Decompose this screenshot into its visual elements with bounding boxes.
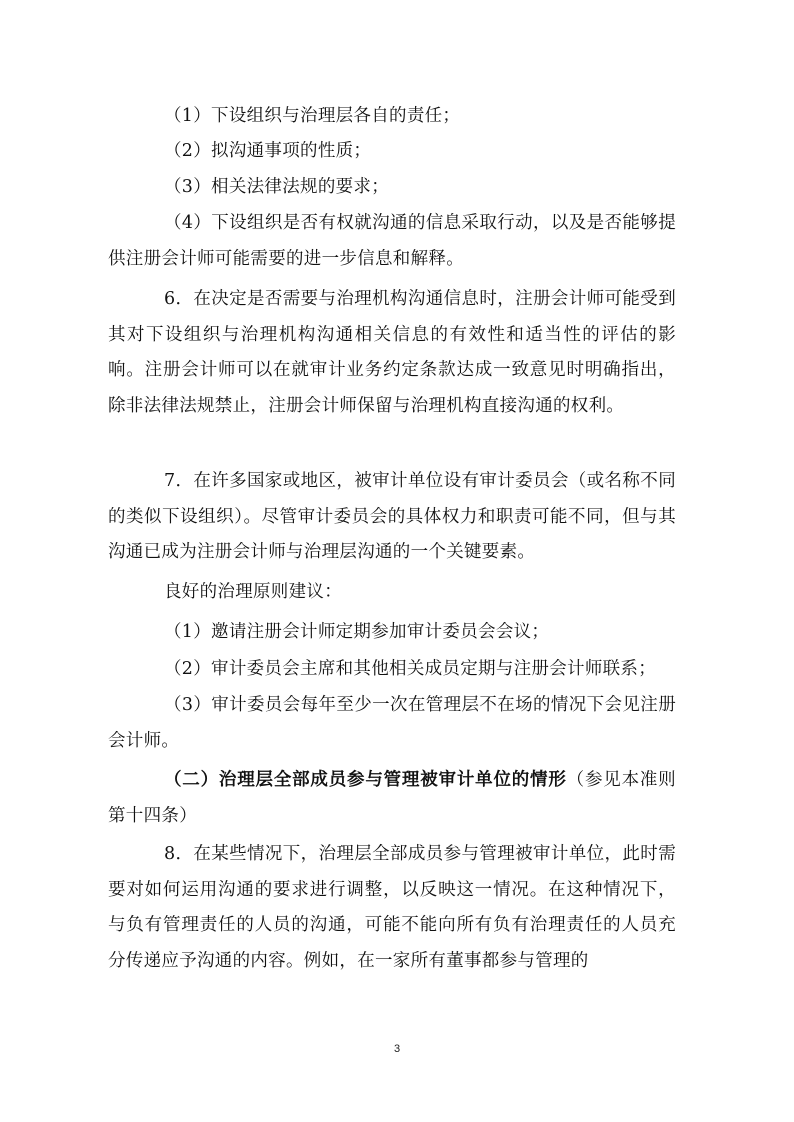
section-heading-title: （二）治理层全部成员参与管理被审计单位的情形 — [164, 770, 567, 790]
principle-item-2: （2）审计委员会主席和其他相关成员定期与注册会计师联系； — [164, 659, 657, 679]
list-item-2-nature: （2）拟沟通事项的性质； — [164, 141, 372, 161]
section-heading — [108, 763, 676, 834]
list-item-1-responsibilities: （1）下设组织与治理层各自的责任； — [164, 106, 461, 126]
principle-item-3: （3）审计委员会每年至少一次在管理层不在场的情况下会见注册会计师。 — [108, 695, 676, 751]
paragraph-7: 7．在许多国家或地区，被审计单位设有审计委员会（或名称不同的类似下设组织）。尽管审计委员会的具体权力和职责可能不同，但与其沟通已成为注册会计师与治理层沟通的一个关键要素。 — [108, 471, 676, 562]
page-number: 3 — [393, 1043, 401, 1055]
list-item-4-authority: （4）下设组织是否有权就沟通的信息采取行动，以及是否能够提供注册会计师可能需要的进一步信息和解释。 — [108, 213, 676, 269]
section-heading-reference: （参见本准则第十四条） — [108, 770, 676, 826]
principle-item-1: （1）邀请注册会计师定期参加审计委员会会议； — [164, 622, 550, 642]
paragraph-6: 6．在决定是否需要与治理机构沟通信息时，注册会计师可能受到其对下设组织与治理机构沟通相关信息的有效性和适当性的评估的影响。注册会计师可以在就审计业务约定条款达成一致意见时明确指出，除非法律法规禁止，注册会计师保留与治理机构直接沟通的权利。 — [108, 289, 676, 416]
list-item-3-laws: （3）相关法律法规的要求； — [164, 177, 390, 197]
paragraph-8: 8．在某些情况下，治理层全部成员参与管理被审计单位，此时需要对如何运用沟通的要求进行调整，以反映这一情况。在这种情况下，与负有管理责任的人员的沟通，可能不能向所有负有治理责任的人员充分传递应予沟通的内容。例如，在一家所有董事都参与管理的 — [108, 844, 676, 971]
principles-intro: 良好的治理原则建议： — [164, 582, 342, 602]
